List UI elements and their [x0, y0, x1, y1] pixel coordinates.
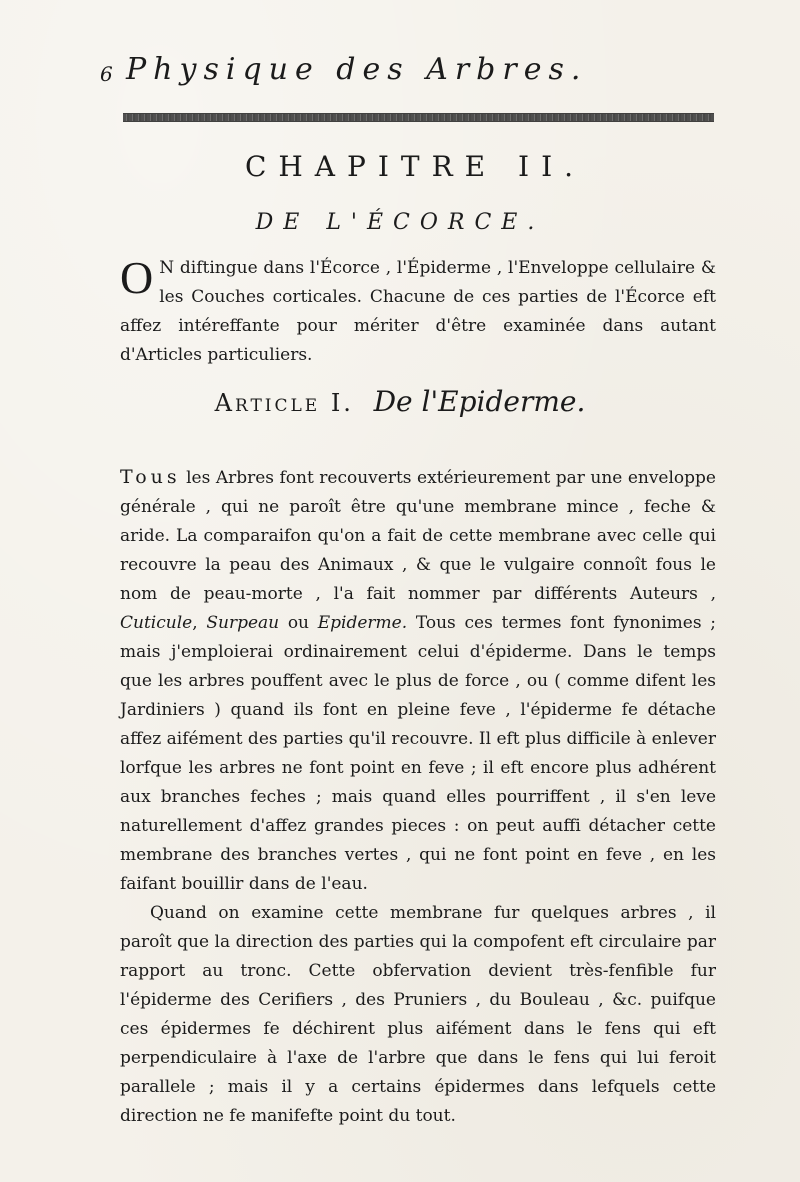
paragraph-1-part-2: Tous ces termes font fynonimes ; mais j'emploierai ordinairement celui d'épiderme. Dans le temps que les arbres pouffent avec le plus de force , ou ( comme difent les Jardiniers ) quand ils font en pleine feve , l'épiderme fe détache affez aifément des parties qu'il recouvre. Il eft plus difficile à enlever lorfque les arbres ne font point en feve ; il eft encore plus adhérent aux branches feches ; mais quand elles pourriffent , il s'en leve naturellement d'affez grandes pieces : on peut auffi détacher cette membrane des branches vertes , qui ne font point en feve , en les faifant bouillir dans de l'eau. [120, 613, 717, 894]
paragraph-2: Quand on examine cette membrane fur quelques arbres , il paroît que la direction des parties qui la compofent eft circulaire par rapport au tronc. Cette obfervation devient très-fenfible fur l'épiderme des Cerifiers , des Pruniers , du Bouleau , &c. puifque ces épidermes fe déchirent plus aifément dans le fens qui eft perpendiculaire à l'axe de l'arbre que dans le fens qui lui feroit parallele ; mais il y a certains épidermes dans lefquels cette direction ne fe manifefte point du tout. [120, 903, 716, 1126]
ornamental-rule [123, 113, 714, 122]
intro-text: N diftingue dans l'Écorce , l'Épiderme , l'Enveloppe cellulaire & les Couches corticales. Chacune de ces parties de l'Écorce eft affez intéreffante pour mériter d'être examinée dans autant d'Articles particuliers. [120, 258, 716, 365]
paragraph-1-part-1: les Arbres font recouverts extérieurement par une enveloppe générale , qui ne paroît être qu'une membrane mince , feche & aride. La comparaifon qu'on a fait de cette membrane avec celle qui recouvre la peau des Animaux , & que le vulgaire connoît fous le nom de peau-morte , l'a fait nommer par différents Auteurs , [120, 468, 716, 604]
first-word: Tous [120, 466, 181, 488]
article-body [120, 463, 716, 1131]
paragraph-1 [120, 463, 716, 899]
running-head [100, 52, 720, 92]
page-number: 6 [100, 62, 113, 86]
separator-2: ou [279, 613, 318, 633]
term-surpeau: Surpeau [206, 613, 280, 633]
article-title: De l'Epiderme. [373, 385, 586, 418]
section-title: DE L'ÉCORCE. [255, 210, 545, 235]
chapter-title: CHAPITRE II. [244, 150, 586, 183]
term-cuticule: Cuticule [120, 613, 193, 633]
drop-cap: O [120, 252, 154, 303]
term-epiderme: Epiderme. [317, 613, 408, 633]
running-title: Physique des Arbres. [126, 52, 588, 87]
article-label: Article I. [214, 389, 354, 417]
article-heading [0, 385, 800, 418]
separator-1: , [192, 613, 207, 633]
intro-paragraph [120, 254, 716, 370]
